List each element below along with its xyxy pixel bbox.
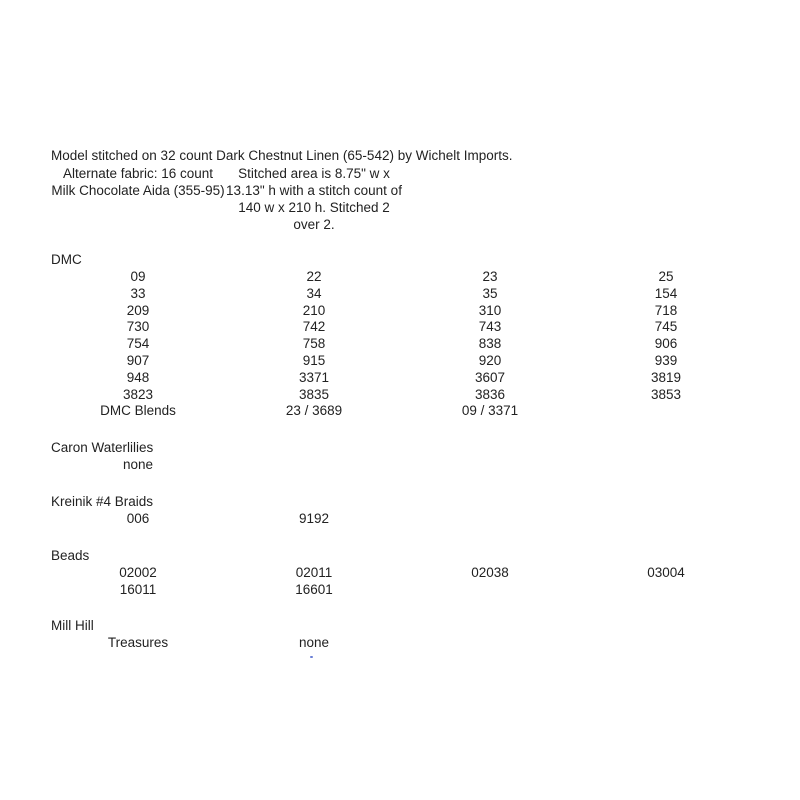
kreinik-code: 006 xyxy=(126,511,150,526)
dmc-code: 939 xyxy=(654,352,678,368)
dmc-code: 920 xyxy=(478,352,502,368)
dmc-code: 3371 xyxy=(298,369,330,385)
dmc-blends-label: DMC Blends xyxy=(100,403,176,419)
bead-code: 02038 xyxy=(471,565,509,580)
dmc-code: 3823 xyxy=(122,386,154,402)
dmc-code: 310 xyxy=(478,302,502,318)
dmc-code: 34 xyxy=(306,285,322,301)
dmc-code: 754 xyxy=(126,336,150,352)
kreinik-grid xyxy=(50,511,754,528)
dmc-code: 3853 xyxy=(650,386,682,402)
caron-grid xyxy=(50,457,754,474)
alternate-fabric-note: Alternate fabric: 16 count Milk Chocolate Aida (355-95) xyxy=(51,166,225,198)
mill-hill-grid xyxy=(50,635,754,652)
dmc-code: 23 xyxy=(482,269,498,284)
dmc-code: 907 xyxy=(126,352,150,368)
beads-grid xyxy=(50,565,754,599)
dmc-code: 758 xyxy=(302,336,326,352)
dmc-code: 154 xyxy=(654,285,678,301)
stitch-area-note: Stitched area is 8.75" w x 13.13" h with a stitch count of 140 w x 210 h. Stitched 2 over 2. xyxy=(226,166,402,232)
dmc-code: 906 xyxy=(654,336,678,352)
dmc-code: 3819 xyxy=(650,369,682,385)
dmc-code: 35 xyxy=(482,285,498,301)
bead-code: 16601 xyxy=(295,581,333,597)
dmc-code: 3835 xyxy=(298,386,330,402)
dmc-code: 33 xyxy=(130,285,146,301)
dmc-code: 742 xyxy=(302,319,326,335)
dmc-code: 948 xyxy=(126,369,150,385)
dmc-code-grid xyxy=(50,269,754,420)
kreinik-code: 9192 xyxy=(298,511,330,526)
dmc-blend: 09 / 3371 xyxy=(461,403,519,419)
mill-hill-value: none xyxy=(298,635,330,650)
dmc-code: 210 xyxy=(302,302,326,318)
dmc-code: 3836 xyxy=(474,386,506,402)
dmc-code: 745 xyxy=(654,319,678,335)
bead-code: 02002 xyxy=(119,565,157,580)
caron-heading: Caron Waterlilies xyxy=(51,440,154,455)
caron-value: none xyxy=(122,457,154,472)
dmc-code: 718 xyxy=(654,302,678,318)
dmc-code: 09 xyxy=(130,269,146,284)
dmc-code: 743 xyxy=(478,319,502,335)
dmc-code: 25 xyxy=(658,269,674,284)
beads-heading: Beads xyxy=(51,548,90,563)
mill-hill-item: Treasures xyxy=(107,635,169,650)
mill-hill-heading: Mill Hill xyxy=(51,618,94,633)
bead-code: 02011 xyxy=(295,565,333,580)
dmc-heading: DMC xyxy=(51,252,82,267)
stray-mark xyxy=(310,656,313,658)
dmc-code: 915 xyxy=(302,352,326,368)
dmc-code: 22 xyxy=(306,269,322,284)
dmc-code: 838 xyxy=(478,336,502,352)
bead-code: 03004 xyxy=(647,565,685,580)
kreinik-heading: Kreinik #4 Braids xyxy=(51,494,154,509)
dmc-code: 3607 xyxy=(474,369,506,385)
bead-code: 16011 xyxy=(119,581,157,597)
model-description: Model stitched on 32 count Dark Chestnut Linen (65-542) by Wichelt Imports. xyxy=(51,148,513,163)
dmc-blend: 23 / 3689 xyxy=(285,403,343,419)
dmc-code: 730 xyxy=(126,319,150,335)
dmc-code: 209 xyxy=(126,302,150,318)
